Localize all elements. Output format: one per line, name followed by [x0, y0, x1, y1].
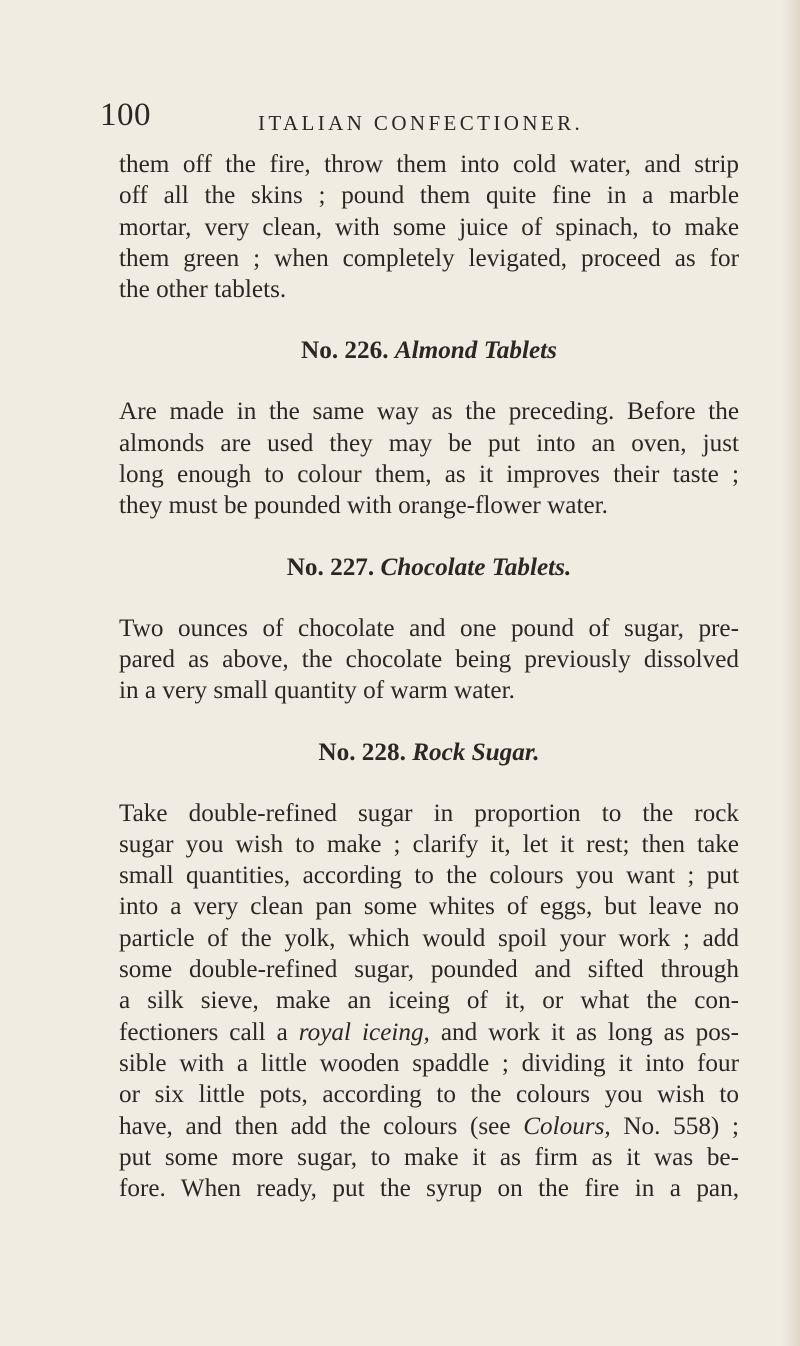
- recipe-number: No. 227.: [286, 553, 375, 581]
- text-line: [119, 1111, 739, 1142]
- recipe-number: No. 226.: [301, 337, 389, 365]
- text-line: Take double-refined sugar in proportion to the rock: [119, 799, 739, 827]
- text-run: and work it as long as pos-: [429, 1018, 739, 1046]
- recipe-title: Rock Sugar.: [412, 738, 540, 766]
- text-line: them off the fire, throw them into cold water, and strip: [119, 151, 739, 178]
- text-line: them green ; when completely levigated, proceed as for: [119, 244, 739, 272]
- text-line: Two ounces of chocolate and one pound of sugar, pre-: [119, 614, 739, 642]
- running-head: [100, 97, 740, 147]
- page-number: 100: [100, 97, 151, 133]
- text-line: particle of the yolk, which would spoil your work ; add: [119, 924, 739, 952]
- text-line: or six little pots, according to the colours you wish to: [119, 1081, 739, 1109]
- recipe-paragraph-226: [119, 396, 739, 521]
- text-line: sugar you wish to make ; clarify it, let it rest; then take: [119, 830, 739, 858]
- text-line: put some more sugar, to make it as firm as it was be-: [119, 1143, 739, 1171]
- recipe-title: Almond Tablets: [394, 337, 557, 365]
- text-line: mortar, very clean, with some juice of spinach, to make: [119, 213, 739, 241]
- running-title: ITALIAN CONFECTIONER.: [258, 111, 584, 135]
- intro-paragraph: [119, 149, 739, 305]
- text-line: small quantities, according to the colours you want ; put: [119, 862, 739, 890]
- text-line: [119, 1017, 739, 1048]
- italic-term-colours: Colours,: [523, 1112, 611, 1140]
- page-text: [119, 149, 739, 1204]
- page-edge-shadow: [782, 0, 800, 1346]
- text-line: into a very clean pan some whites of eggs, but leave no: [119, 893, 739, 921]
- text-line: Are made in the same way as the preceding. Before the: [119, 398, 739, 426]
- recipe-paragraph-227: [119, 613, 739, 707]
- text-line: fore. When ready, put the syrup on the fire in a pan,: [119, 1175, 739, 1203]
- italic-term-royal-iceing: royal iceing,: [298, 1018, 430, 1046]
- text-line: long enough to colour them, as it improves their taste ;: [119, 461, 739, 489]
- text-line: the other tablets.: [119, 276, 287, 304]
- text-line: some double-refined sugar, pounded and sifted through: [119, 956, 739, 984]
- recipe-number: No. 228.: [318, 738, 406, 766]
- recipe-paragraph-228: [119, 798, 739, 1205]
- recipe-heading-226: [119, 335, 739, 366]
- recipe-heading-227: [119, 552, 739, 583]
- text-line: pared as above, the chocolate being previously dissolved: [119, 645, 739, 673]
- recipe-title: Chocolate Tablets.: [380, 553, 572, 581]
- text-line: in a very small quantity of warm water.: [119, 677, 515, 705]
- text-run: fectioners call a: [119, 1018, 299, 1046]
- text-line: off all the skins ; pound them quite fine in a marble: [119, 182, 739, 210]
- text-line: almonds are used they may be put into an oven, just: [119, 429, 739, 457]
- text-line: sible with a little wooden spaddle ; dividing it into four: [119, 1049, 739, 1077]
- text-line: they must be pounded with orange-flower water.: [119, 492, 608, 520]
- recipe-heading-228: [119, 737, 739, 768]
- text-line: a silk sieve, make an iceing of it, or what the con-: [119, 987, 739, 1015]
- text-run: No. 558) ;: [610, 1112, 739, 1140]
- text-run: have, and then add the colours (see: [119, 1112, 524, 1140]
